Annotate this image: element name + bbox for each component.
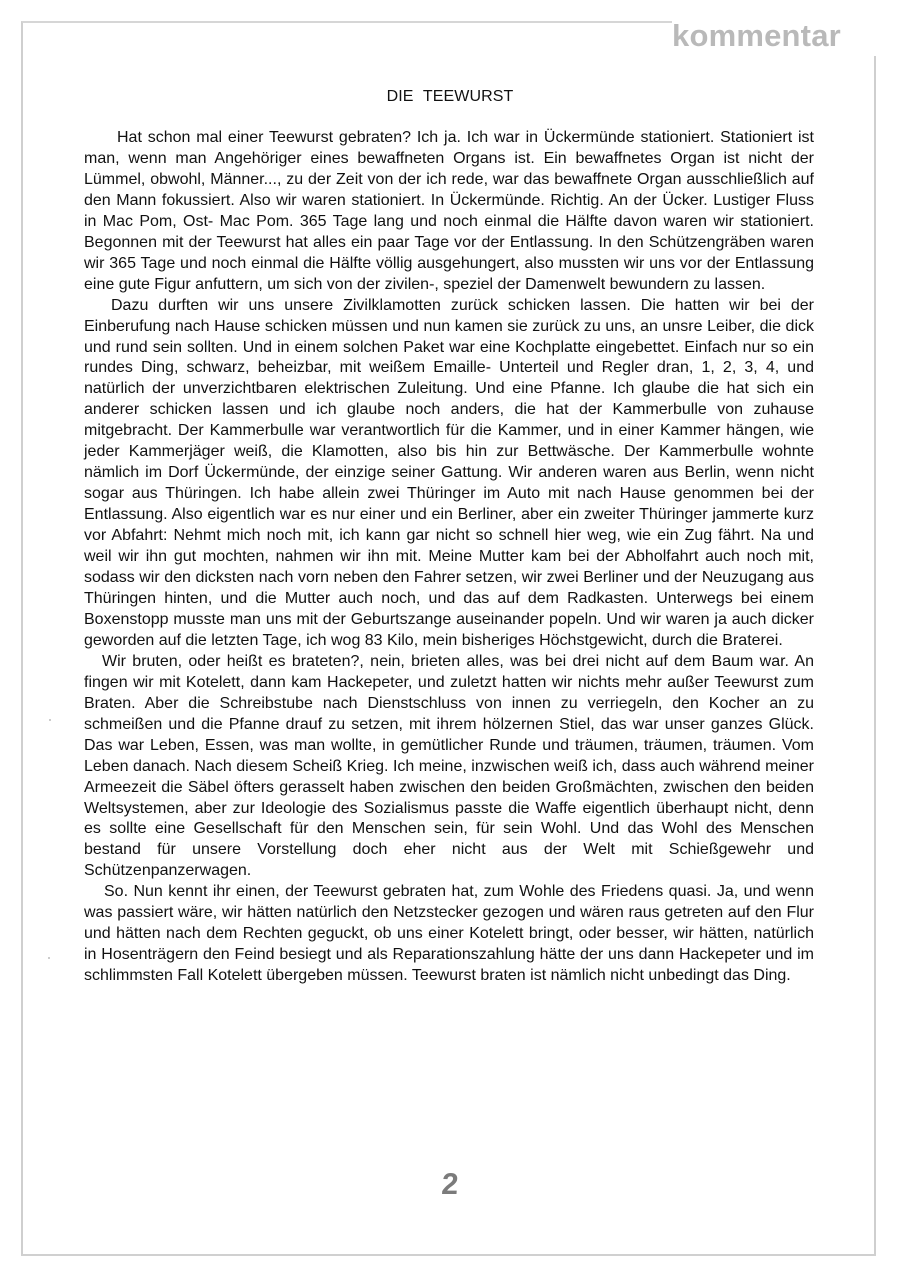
paragraph: So. Nun kennt ihr einen, der Teewurst gebraten hat, zum Wohle des Friedens quasi. Ja, und wenn was passiert wäre, wir hätten natürlich den Netzstecker gezogen und wären raus getreten auf den Flur und hätten nach dem Rechten geguckt, ob uns einer Kotelett bringt, oder besser, wir hätten, natürlich in Hosenträgern den Feind besiegt und als Reparationszahlung hätte der uns dann Hackepeter und im schlimmsten Fall Kotelett übergeben müssen. Teewurst braten ist nämlich nicht unbedingt das Ding.: [84, 883, 814, 985]
scan-speck: [49, 719, 51, 721]
paragraph: Dazu durften wir uns unsere Zivilklamotten zurück schicken lassen. Die hatten wir bei der Einberufung nach Hause schicken müssen und nun kamen sie zurück zu uns, an unsre Leiber, die dick und rund sein sollten. Und in einem solchen Paket war eine Kochplatte eingebettet. Einfach nur so ein rundes Ding, schwarz, beheizbar, mit weißem Emaille- Unterteil und Regler dran, 1, 2, 3, 4, und natürlich der unverzichtbaren elektrischen Zuleitung. Und eine Pfanne. Ich glaube die hat sich ein anderer schicken lassen und ich glaube noch anders, die hat der Kammerbulle von zuhause mitgebracht. Der Kammerbulle war verantwortlich für die Kammer, und in einer Kammer hängen, wie jeder Kammerjäger weiß, die Klamotten, also bis hin zur Bettwäsche. Der Kammerbulle wohnte nämlich im Dorf Ückermünde, der einzige seiner Gattung. Wir anderen waren aus Berlin, wenn nicht sogar aus Thüringen. Ich habe allein zwei Thüringer im Auto mit nach Hause genommen bei der Entlassung. Also eigentlich war es nur einer und ein Berliner, aber ein zweiter Thüringer jammerte kurz vor Abfahrt: Nehmt mich noch mit, ich kann gar nicht so schnell hier weg, wie ein Zug fährt. Na und weil wir ihn gut mochten, nahmen wir ihn mit. Meine Mutter kam bei der Abholfahrt auch noch mit, sodass wir den dicksten nach vorn neben den Fahrer setzen, wir zwei Berliner und der Neuzugang aus Thüringen hinten, und die Mutter auch noch, und das auf dem Radkasten. Unterwegs bei einem Boxenstopp musste man uns mit der Geburtszange auseinander popeln. Und wir waren ja auch dicker geworden auf die letzten Tage, ich wog 83 Kilo, mein bisheriges Höchstgewicht, durch die Braterei.: [84, 296, 814, 649]
page-number: 2: [440, 1168, 460, 1201]
article-body: [84, 128, 814, 987]
paragraph: Wir bruten, oder heißt es brateten?, nein, brieten alles, was bei drei nicht auf dem Baum war. An fingen wir mit Kotelett, dann kam Hackepeter, und zuletzt hatten wir nichts mehr außer Teewurst zum Braten. Aber die Schreibstube nach Dienstschluss von innen zu verriegeln, den Kocher an zu schmeißen und die Pfanne drauf zu setzen, mit ihrem hölzernen Stiel, das war unser ganzes Glück. Das war Leben, Essen, was man wollte, in gemütlicher Runde und träumen, träumen, träumen. Vom Leben danach. Nach diesem Scheiß Krieg. Ich meine, inzwischen weiß ich, dass auch während meiner Armeezeit die Säbel öfters gerasselt haben zwischen den beiden Großmächten, zwischen den beiden Weltsystemen, aber zur Ideologie des Sozialismus passte die Waffe eigentlich überhaupt nicht, denn es sollte eine Gesellschaft für den Menschen sein, für sein Wohl. Und das Wohl des Menschen bestand für unsere Vorstellung doch eher nicht aus der Welt mit Schießgewehr und Schützenpanzerwagen.: [84, 652, 814, 880]
scan-speck: [48, 957, 50, 959]
paragraph: Hat schon mal einer Teewurst gebraten? Ich ja. Ich war in Ückermünde stationiert. Stationiert ist man, wenn man Angehöriger eines bewaffneten Organs ist. Ein bewaffnetes Organ ist nicht der Lümmel, obwohl, Männer..., zu der Zeit von der ich rede, war das bewaffnete Organ ausschließlich auf den Mann fokussiert. Also wir waren stationiert. In Ückermünde. Richtig. An der Ücker. Lustiger Fluss in Mac Pom, Ost- Mac Pom. 365 Tage lang und noch einmal die Hälfte davon waren wir stationiert. Begonnen mit der Teewurst hat alles ein paar Tage vor der Entlassung. In den Schützengräben waren wir 365 Tage und noch einmal die Hälfte völlig ausgehungert, also mussten wir uns vor der Entlassung eine gute Figur anfuttern, um sich von der zivilen-, speziel der Damenwelt bewundern zu lassen.: [84, 129, 814, 293]
article-title: DIE TEEWURST: [386, 88, 514, 105]
section-header-label: kommentar: [672, 16, 877, 56]
